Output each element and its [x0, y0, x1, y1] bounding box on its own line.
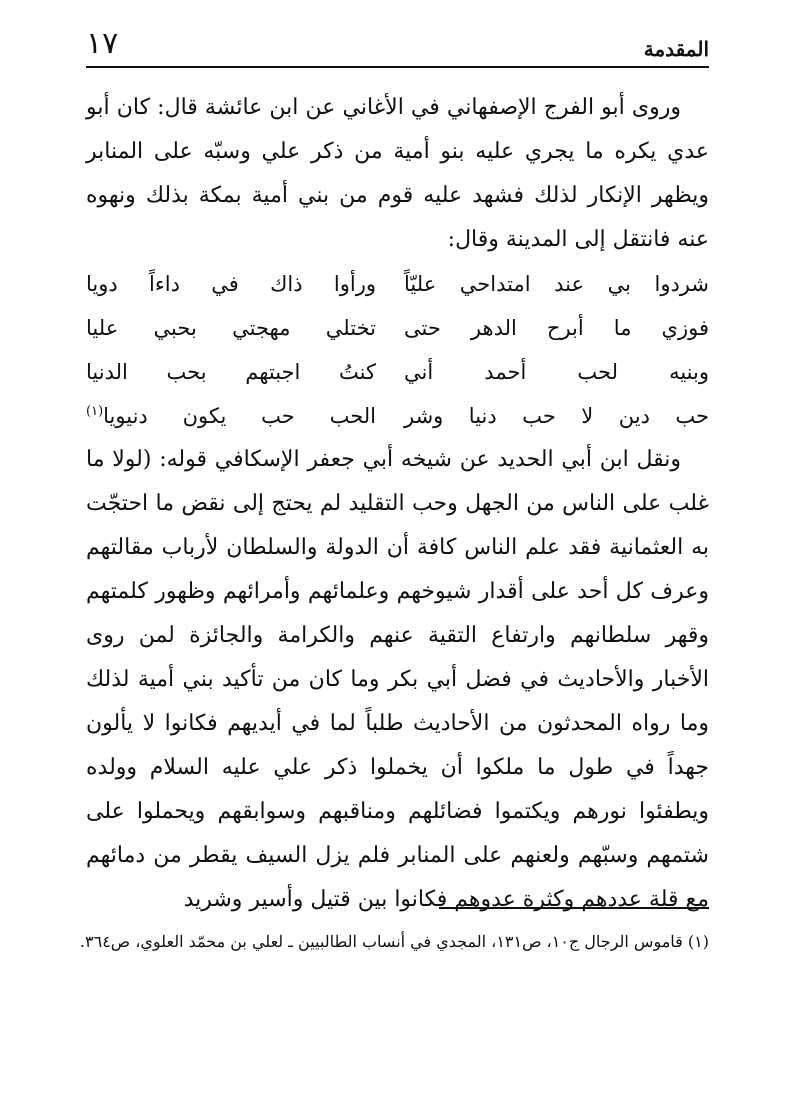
verse-first-hemistich: شردوا بي عند امتداحي عليّاً [404, 272, 709, 296]
verse-line [86, 306, 709, 350]
verse-first-hemistich: فوزي ما أبرح الدهر حتى [404, 316, 709, 340]
verse-line [86, 394, 709, 438]
paragraph: وروى أبو الفرج الإصفهاني في الأغاني عن ابن عائشة قال: كان أبو عدي يكره ما يجري عليه بنو أمية من ذكر علي وسبّه على المنابر ويظهر الإنكار لذلك فشهد عليه قوم من بني أمية بمكة بذلك ونهوه عنه فانتقل إلى المدينة وقال: [86, 95, 709, 252]
verse-second-hemistich: كنتُ اجبتهم بحب الدنيا [86, 360, 376, 384]
page-number: ١٧ [86, 26, 119, 61]
header-rule [86, 66, 709, 68]
verse-second-hemistich [86, 394, 376, 438]
running-title: المقدمة [643, 37, 709, 61]
footnote-marker[interactable]: (١) [86, 404, 104, 419]
verse-first-hemistich: وبنيه لحب أحمد أني [404, 360, 709, 384]
page-header [86, 22, 709, 66]
verse-second-hemistich: تختلي مهجتي بحبي عليا [86, 316, 376, 340]
verse-first-hemistich: حب دين لا حب دنيا وشر [404, 404, 709, 428]
footnote: (١) قاموس الرجال ج١٠، ص١٣١، المجدي في أنساب الطالبيين ـ لعلي بن محمّد العلوي، ص٣٦٤. [79, 932, 709, 951]
verse-second-hemistich: ورأوا ذاك في داءاً دويا [86, 272, 376, 296]
footnote-rule [439, 907, 709, 909]
verse-second-text: الحب حب يكون دنيويا [103, 404, 376, 428]
verse-line [86, 262, 709, 306]
verse-line [86, 350, 709, 394]
main-text [86, 86, 709, 922]
paragraph: ونقل ابن أبي الحديد عن شيخه أبي جعفر الإسكافي قوله: (لولا ما غلب على الناس من الجهل وحب التقليد لم يحتج إلى نقض ما احتجّت به العثمانية فقد علم الناس كافة أن الدولة والسلطان لأرباب مقالتهم وعرف كل أحد على أقدار شيوخهم وعلمائهم وأمرائهم وظهور كلمتهم وقهر سلطانهم وارتفاع التقية عنهم والكرامة والجائزة لمن روى الأخبار والأحاديث في فضل أبي بكر وما كان من تأكيد بني أمية لذلك وما رواه المحدثون من الأحاديث طلباً لما في أيديهم فكانوا لا يألون جهداً في طول ما ملكوا أن يخملوا ذكر علي عليه السلام وولده ويطفئوا نورهم ويكتموا فضائلهم ومناقبهم وسوابقهم ويحملوا على شتمهم وسبّهم ولعنهم على المنابر فلم يزل السيف يقطر من دمائهم مع قلة عددهم وكثرة عدوهم فكانوا بين قتيل وأسير وشريد [86, 447, 709, 912]
